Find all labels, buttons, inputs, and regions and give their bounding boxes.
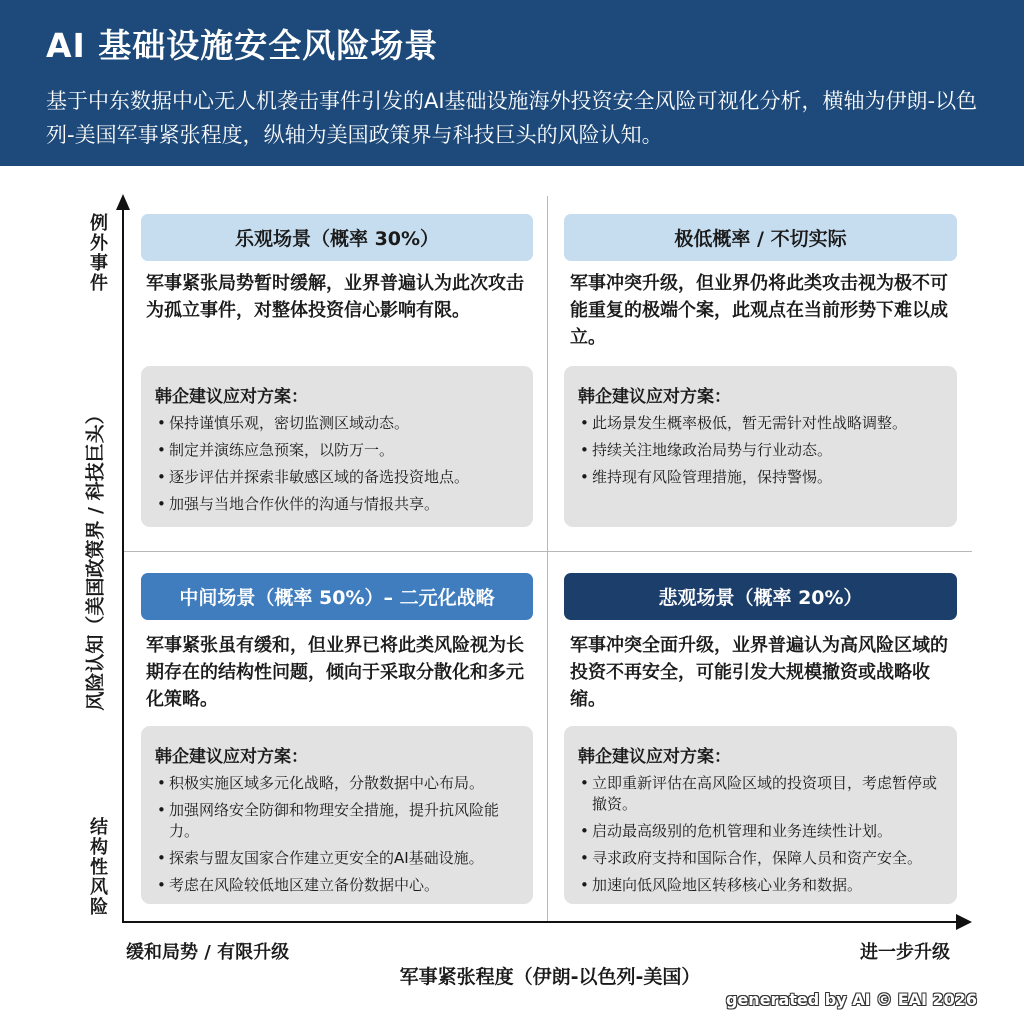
- plan-item: • 考虑在风险较低地区建立备份数据中心。: [155, 875, 519, 896]
- watermark-credit: generated by AI © EAI 2026: [726, 990, 978, 1009]
- plan-item: • 立即重新评估在高风险区域的投资项目，考虑暂停或撤资。: [578, 773, 943, 815]
- x-axis-title: 军事紧张程度（伊朗-以色列-美国）: [399, 966, 701, 988]
- quadrant-pessimistic-plan-box: [564, 726, 957, 904]
- plan-title: 韩企建议应对方案：: [155, 747, 308, 767]
- quadrant-middle-description: 军事紧张虽有缓和，但业界已将此类风险视为长期存在的结构性问题，倾向于采取分散化和多元化策略。: [146, 635, 524, 710]
- quadrant-unlikely-title: 极低概率 / 不切实际: [564, 214, 957, 261]
- quadrant-divider-horizontal: [124, 551, 972, 552]
- plan-item: • 启动最高级别的危机管理和业务连续性计划。: [578, 821, 943, 842]
- plan-item: • 积极实施区域多元化战略，分散数据中心布局。: [155, 773, 519, 794]
- page-subtitle: 基于中东数据中心无人机袭击事件引发的AI基础设施海外投资安全风险可视化分析，横轴为伊朗-以色列-美国军事紧张程度，纵轴为美国政策界与科技巨头的风险认知。: [46, 89, 978, 147]
- plan-item: • 寻求政府支持和国际合作，保障人员和资产安全。: [578, 848, 943, 869]
- quadrant-optimistic-title: 乐观场景（概率 30%）: [141, 214, 533, 261]
- x-axis-right-label: 进一步升级: [860, 942, 950, 963]
- plan-item: • 加速向低风险地区转移核心业务和数据。: [578, 875, 943, 896]
- plan-item: • 此场景发生概率极低，暂无需针对性战略调整。: [578, 413, 943, 434]
- plan-item: • 保持谨慎乐观，密切监测区域动态。: [155, 413, 519, 434]
- plan-item: • 探索与盟友国家合作建立更安全的AI基础设施。: [155, 848, 519, 869]
- header: [0, 0, 1024, 166]
- y-axis-title: 风险认知（美国政策界 / 科技巨头）: [84, 405, 107, 711]
- plan-title: 韩企建议应对方案：: [155, 387, 308, 407]
- plan-item: • 加强与当地合作伙伴的沟通与情报共享。: [155, 494, 519, 515]
- quadrant-unlikely-description: 军事冲突升级，但业界仍将此类攻击视为极不可能重复的极端个案，此观点在当前形势下难以成立。: [570, 273, 948, 348]
- plan-item: • 制定并演练应急预案，以防万一。: [155, 440, 519, 461]
- quadrant-middle-plan-box: [141, 726, 533, 904]
- quadrant-optimistic-description: 军事紧张局势暂时缓解，业界普遍认为此次攻击为孤立事件，对整体投资信心影响有限。: [146, 273, 524, 321]
- page-title: AI 基础设施安全风险场景: [46, 26, 439, 65]
- quadrant-middle-title: 中间场景（概率 50%）– 二元化战略: [141, 573, 533, 620]
- plan-title: 韩企建议应对方案：: [578, 387, 731, 407]
- y-axis-arrow-icon: [116, 194, 130, 210]
- plan-item: • 维持现有风险管理措施，保持警惕。: [578, 467, 943, 488]
- plan-item: • 逐步评估并探索非敏感区域的备选投资地点。: [155, 467, 519, 488]
- plan-title: 韩企建议应对方案：: [578, 747, 731, 767]
- y-axis-bottom-label: 结构性风险: [90, 817, 108, 918]
- x-axis-arrow-icon: [956, 914, 972, 930]
- y-axis-top-label: 例外事件: [90, 213, 108, 294]
- quadrant-pessimistic-description: 军事冲突全面升级，业界普遍认为高风险区域的投资不再安全，可能引发大规模撤资或战略收缩。: [570, 635, 948, 710]
- quadrant-unlikely-plan-box: [564, 366, 957, 527]
- y-axis-line: [122, 206, 124, 922]
- plan-item: • 持续关注地缘政治局势与行业动态。: [578, 440, 943, 461]
- x-axis-left-label: 缓和局势 / 有限升级: [126, 942, 290, 963]
- quadrant-optimistic-plan-box: [141, 366, 533, 527]
- plan-item: • 加强网络安全防御和物理安全措施，提升抗风险能力。: [155, 800, 519, 842]
- quadrant-divider-vertical: [547, 196, 548, 922]
- x-axis-line: [122, 921, 958, 923]
- quadrant-pessimistic-title: 悲观场景（概率 20%）: [564, 573, 957, 620]
